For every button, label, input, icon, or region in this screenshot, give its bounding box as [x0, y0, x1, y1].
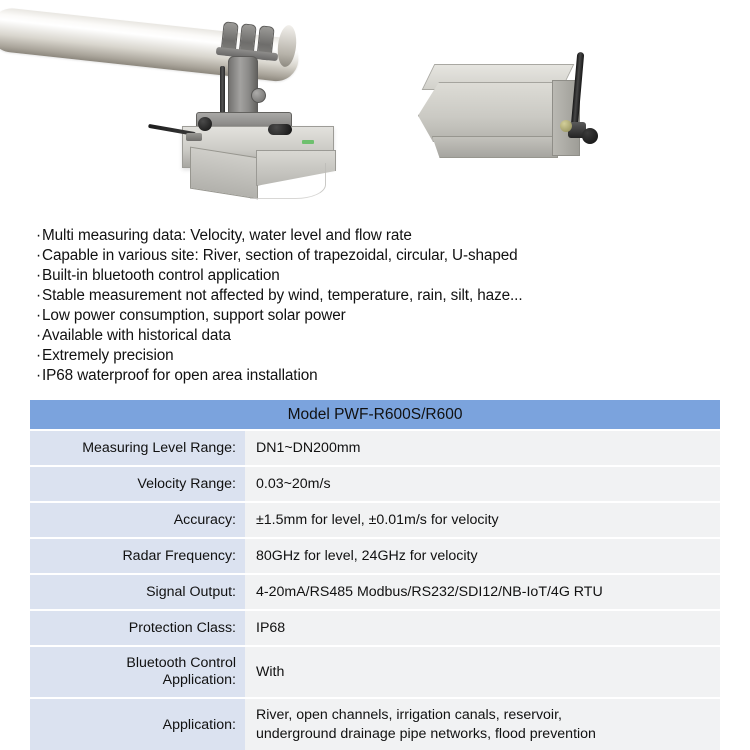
- feature-item: [0, 366, 750, 386]
- spec-value: ±1.5mm for level, ±0.01m/s for velocity: [245, 503, 720, 537]
- feature-item: [0, 346, 750, 366]
- spec-label-line: Bluetooth Control: [126, 655, 236, 671]
- spec-label: Accuracy:: [30, 503, 245, 537]
- spec-label: [30, 647, 245, 697]
- table-row: [30, 467, 720, 501]
- bullet-icon: ·: [36, 327, 41, 344]
- bullet-icon: ·: [36, 287, 41, 304]
- bullet-icon: ·: [36, 367, 41, 384]
- spec-value: With: [245, 647, 720, 697]
- table-row: [30, 647, 720, 697]
- feature-list: [0, 226, 750, 386]
- spec-label: Signal Output:: [30, 575, 245, 609]
- feature-text: Low power consumption, support solar power: [42, 307, 346, 324]
- bullet-icon: ·: [36, 307, 41, 324]
- feature-text: Capable in various site: River, section of trapezoidal, circular, U-shaped: [42, 247, 518, 264]
- spec-value: DN1~DN200mm: [245, 431, 720, 465]
- table-row: [30, 503, 720, 537]
- cable-gland: [186, 133, 202, 141]
- spec-label: Radar Frequency:: [30, 539, 245, 573]
- radar-enclosure-image: [410, 58, 610, 188]
- product-image-band: [0, 0, 750, 218]
- table-row: [30, 611, 720, 645]
- spec-value: IP68: [245, 611, 720, 645]
- status-led: [302, 140, 314, 144]
- feature-item: [0, 306, 750, 326]
- feature-item: [0, 286, 750, 306]
- feature-text: Built-in bluetooth control application: [42, 267, 280, 284]
- spec-value: [245, 699, 720, 750]
- specification-table: [30, 398, 720, 750]
- spec-value-line: River, open channels, irrigation canals, reservoir,: [256, 707, 562, 723]
- spec-label-line: Application:: [162, 672, 236, 688]
- bullet-icon: ·: [36, 347, 41, 364]
- table-row: [30, 539, 720, 573]
- table-row: [30, 699, 720, 750]
- spec-value-line: underground drainage pipe networks, flood prevention: [256, 726, 596, 742]
- swivel-bracket: [228, 56, 258, 118]
- model-title: Model PWF-R600S/R600: [30, 400, 720, 429]
- outline-wire: [250, 163, 326, 199]
- cable-connector: [560, 120, 572, 132]
- spec-value: 80GHz for level, 24GHz for velocity: [245, 539, 720, 573]
- feature-item: [0, 226, 750, 246]
- spec-label: Application:: [30, 699, 245, 750]
- adjustment-knob: [251, 88, 266, 103]
- feature-text: Available with historical data: [42, 327, 231, 344]
- enclosure-lower-panel: [432, 136, 558, 158]
- antenna-hinge: [582, 128, 598, 144]
- table-header-row: [30, 400, 720, 429]
- feature-item: [0, 266, 750, 286]
- bullet-icon: ·: [36, 247, 41, 264]
- spec-label: Protection Class:: [30, 611, 245, 645]
- feature-text: IP68 waterproof for open area installation: [42, 367, 318, 384]
- table-row: [30, 431, 720, 465]
- feature-item: [0, 326, 750, 346]
- locking-clamp: [268, 124, 292, 135]
- bullet-icon: ·: [36, 227, 41, 244]
- pole-mounted-sensor-image: [0, 0, 400, 218]
- table-row: [30, 575, 720, 609]
- spec-value: 4-20mA/RS485 Modbus/RS232/SDI12/NB-IoT/4G RTU: [245, 575, 720, 609]
- feature-item: [0, 246, 750, 266]
- feature-text: Stable measurement not affected by wind, temperature, rain, silt, haze...: [42, 287, 523, 304]
- enclosure-body: [418, 82, 568, 142]
- spec-value: 0.03~20m/s: [245, 467, 720, 501]
- spec-label: Measuring Level Range:: [30, 431, 245, 465]
- locking-knob: [198, 117, 212, 131]
- feature-text: Extremely precision: [42, 347, 174, 364]
- bullet-icon: ·: [36, 267, 41, 284]
- spec-label: Velocity Range:: [30, 467, 245, 501]
- mounting-rod: [220, 66, 225, 116]
- feature-text: Multi measuring data: Velocity, water level and flow rate: [42, 227, 412, 244]
